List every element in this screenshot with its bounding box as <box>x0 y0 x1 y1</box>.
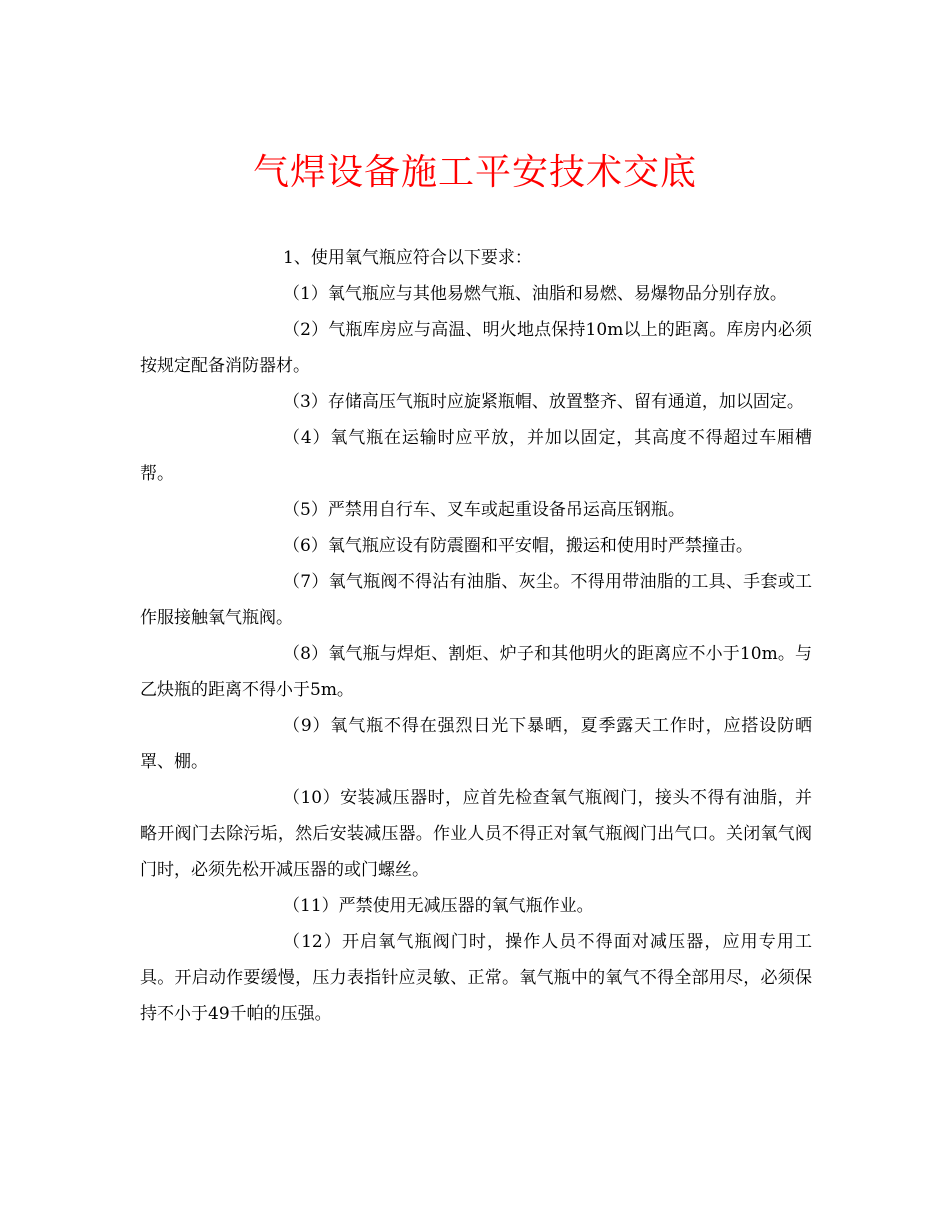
paragraph-item-5: （5）严禁用自行车、叉车或起重设备吊运高压钢瓶。 <box>283 500 685 520</box>
paragraph-item-3: （3）存储高压气瓶时应旋紧瓶帽、放置整齐、留有通道，加以固定。 <box>283 392 804 412</box>
paragraph-item-8: （8）氧气瓶与焊炬、割炬、炉子和其他明火的距离应不小于10m。与乙炔瓶的距离不得小于5m。 <box>140 644 812 700</box>
document-body <box>140 240 812 1032</box>
section-heading: 1、使用氧气瓶应符合以下要求： <box>283 248 532 268</box>
paragraph-item-12: （12）开启氧气瓶阀门时，操作人员不得面对减压器，应用专用工具。开启动作要缓慢，压力表指针应灵敏、正常。氧气瓶中的氧气不得全部用尽，必须保持不小于49千帕的压强。 <box>140 932 812 1024</box>
paragraph-item-6: （6）氧气瓶应设有防震圈和平安帽，搬运和使用时严禁撞击。 <box>283 536 753 556</box>
paragraph-item-2: （2）气瓶库房应与高温、明火地点保持10m以上的距离。库房内必须按规定配备消防器材。 <box>140 320 812 376</box>
paragraph-item-9: （9）氧气瓶不得在强烈日光下暴晒，夏季露天工作时，应搭设防晒罩、棚。 <box>140 716 812 772</box>
paragraph-item-7: （7）氧气瓶阀不得沾有油脂、灰尘。不得用带油脂的工具、手套或工作服接触氧气瓶阀。 <box>140 572 812 628</box>
paragraph-item-11: （11）严禁使用无减压器的氧气瓶作业。 <box>283 896 594 916</box>
document-title: 气焊设备施工平安技术交底 <box>252 152 697 194</box>
paragraph-item-10: （10）安装减压器时，应首先检查氧气瓶阀门，接头不得有油脂，并略开阀门去除污垢，然后安装减压器。作业人员不得正对氧气瓶阀门出气口。关闭氧气阀门时，必须先松开减压器的或门螺丝。 <box>140 788 812 880</box>
paragraph-item-1: （1）氧气瓶应与其他易燃气瓶、油脂和易燃、易爆物品分别存放。 <box>283 284 787 304</box>
paragraph-item-4: （4）氧气瓶在运输时应平放，并加以固定，其高度不得超过车厢槽帮。 <box>140 428 812 484</box>
